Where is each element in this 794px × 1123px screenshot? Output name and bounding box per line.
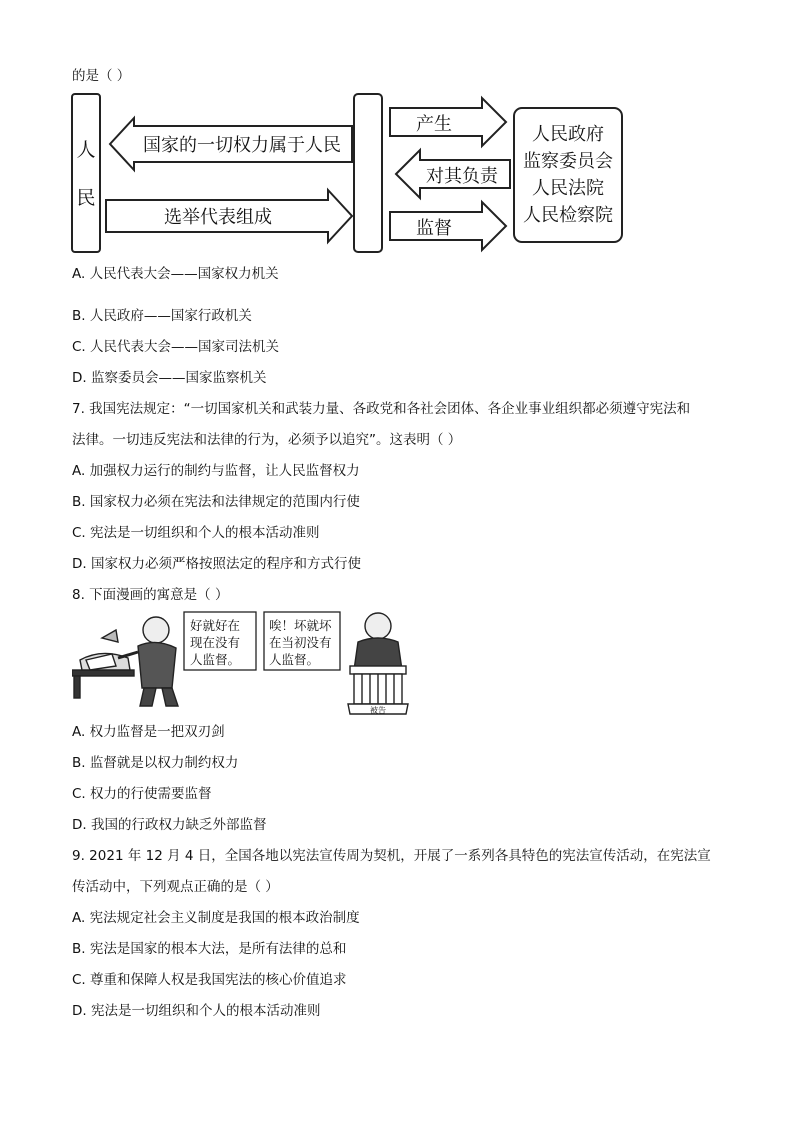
q8-option-d: D. 我国的行政权力缺乏外部监督 <box>72 817 267 833</box>
arrow-elect-label: 选举代表组成 <box>164 207 272 228</box>
right-box-line-1: 人民政府 <box>532 124 604 145</box>
q7-stem-line-2: 法律。一切违反宪法和法律的行为，必须予以追究”。这表明（ ） <box>72 432 462 448</box>
q6-option-d: D. 监察委员会——国家监察机关 <box>72 370 267 386</box>
q8-stem: 8. 下面漫画的寓意是（ ） <box>72 587 229 603</box>
bubble1-line-1: 好就好在 <box>190 618 241 633</box>
q8-option-c: C. 权力的行使需要监督 <box>72 786 212 802</box>
q8-option-a: A. 权力监督是一把双刃剑 <box>72 724 225 740</box>
left-box-char-1: 人 <box>76 139 96 161</box>
q6-stem-tail: 的是（ ） <box>72 68 131 84</box>
q7-option-d: D. 国家权力必须严格按照法定的程序和方式行使 <box>72 556 361 572</box>
q7-option-b: B. 国家权力必须在宪法和法律规定的范围内行使 <box>72 494 360 510</box>
bubble2-line-3: 人监督。 <box>269 652 320 667</box>
official-bribery-figure <box>72 617 178 706</box>
q8-option-b: B. 监督就是以权力制约权力 <box>72 755 239 771</box>
q6-option-b: B. 人民政府——国家行政机关 <box>72 308 252 324</box>
q6-option-c: C. 人民代表大会——国家司法机关 <box>72 339 280 355</box>
people-power-diagram <box>70 92 630 256</box>
arrow-supervise-label: 监督 <box>416 218 452 239</box>
arrow-responsible-label: 对其负责 <box>426 166 498 187</box>
q9-stem-line-2: 传活动中，下列观点正确的是（ ） <box>72 879 279 895</box>
q9-option-a: A. 宪法规定社会主义制度是我国的根本政治制度 <box>72 910 360 926</box>
q9-option-b: B. 宪法是国家的根本大法，是所有法律的总和 <box>72 941 347 957</box>
right-box-line-2: 监察委员会 <box>523 151 613 172</box>
supervision-cartoon <box>72 608 412 718</box>
bubble1-line-3: 人监督。 <box>190 652 241 667</box>
podium-label: 被告 <box>370 706 386 715</box>
q7-stem-line-1: 7. 我国宪法规定：“一切国家机关和武装力量、各政党和各社会团体、各企业事业组织都必须遵守宪法和 <box>72 401 691 417</box>
q7-option-a: A. 加强权力运行的制约与监督，让人民监督权力 <box>72 463 360 479</box>
bubble2-line-1: 唉！坏就坏 <box>269 618 332 633</box>
q6-option-a: A. 人民代表大会——国家权力机关 <box>72 266 279 282</box>
q7-option-c: C. 宪法是一切组织和个人的根本活动准则 <box>72 525 320 541</box>
q9-option-c: C. 尊重和保障人权是我国宪法的核心价值追求 <box>72 972 347 988</box>
arrow-power-belongs-label: 国家的一切权力属于人民 <box>143 135 341 156</box>
q9-stem-line-1: 9. 2021 年 12 月 4 日，全国各地以宪法宣传周为契机，开展了一系列各具特色的宪法宣传活动，在宪法宣 <box>72 848 711 864</box>
right-box-line-4: 人民检察院 <box>523 205 613 226</box>
right-box-line-3: 人民法院 <box>532 178 604 199</box>
defendant-figure <box>348 613 408 714</box>
q9-option-d: D. 宪法是一切组织和个人的根本活动准则 <box>72 1003 321 1019</box>
bubble2-line-2: 在当初没有 <box>269 635 332 650</box>
arrow-produce-label: 产生 <box>416 114 452 135</box>
left-box-char-2: 民 <box>76 187 96 209</box>
bubble1-line-2: 现在没有 <box>190 635 241 650</box>
